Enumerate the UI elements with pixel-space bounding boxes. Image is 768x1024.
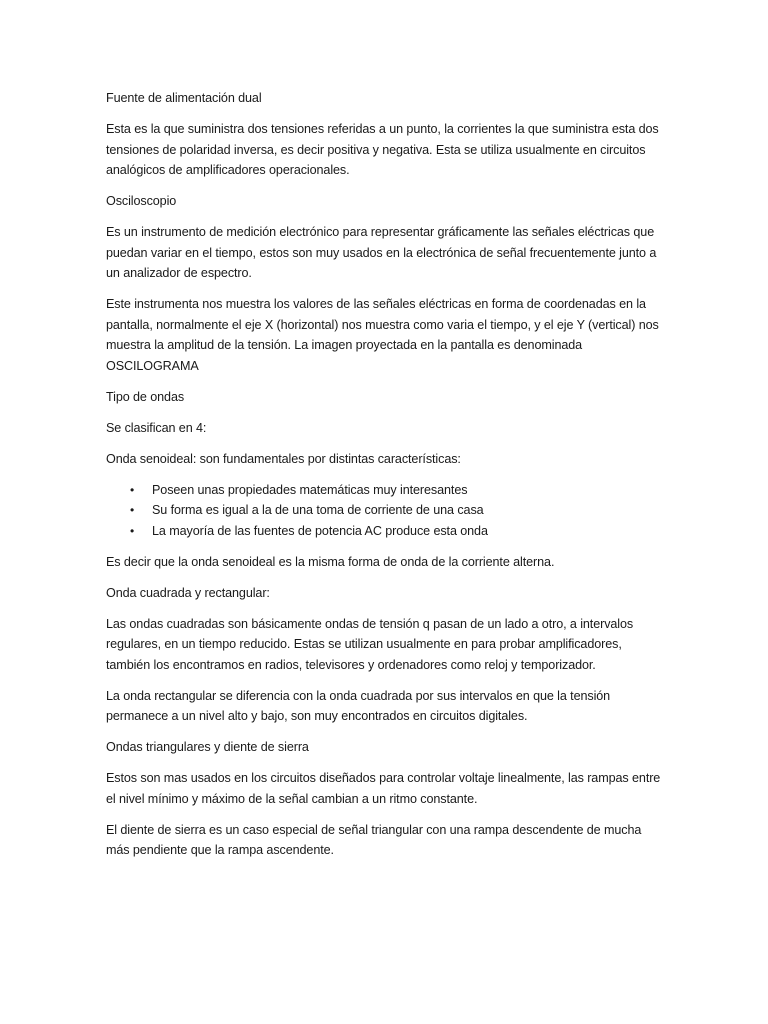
paragraph-triangulares-1: Estos son mas usados en los circuitos diseñados para controlar voltaje linealmente, las rampas entre el nivel mínimo y máximo de la señal cambian a un ritmo constante. (106, 771, 661, 806)
bullet-icon: • (130, 523, 135, 538)
list-item (106, 521, 666, 542)
paragraph-osciloscopio-2: Este instrumenta nos muestra los valores de las señales eléctricas en forma de coordenadas en la pantalla, normalmente el eje X (horizontal) nos muestra como varia el tiempo, y el eje Y (vertical) nos muestra la amplitud de la tensión. La imagen proyectada en la pantalla es denominada OSCILOGRAMA (106, 297, 659, 373)
paragraph-triangulares-2: El diente de sierra es un caso especial de señal triangular con una rampa descendente de mucha más pendiente que la rampa ascendente. (106, 822, 642, 857)
paragraph-clasifican: Se clasifican en 4: (106, 420, 207, 435)
list-item (106, 500, 666, 521)
section-title-triangulares: Ondas triangulares y diente de sierra (106, 740, 309, 754)
bullet-list-senoideal (106, 480, 666, 542)
bullet-icon: • (130, 482, 135, 497)
paragraph-senoideal-conclusion: Es decir que la onda senoideal es la misma forma de onda de la corriente alterna. (106, 554, 555, 569)
document-page (106, 88, 666, 871)
bullet-icon: • (130, 503, 135, 517)
list-item-text: Poseen unas propiedades matemáticas muy interesantes (152, 482, 468, 497)
paragraph-cuadrada-1: Las ondas cuadradas son básicamente ondas de tensión q pasan de un lado a otro, a intervalos regulares, en un tiempo reducido. Estas se utilizan usualmente en para probar amplificadores, también los encontramos en radios, televisores y ordenadores como reloj y temporizador. (106, 616, 634, 672)
section-title-osciloscopio: Osciloscopio (106, 194, 177, 208)
paragraph-fuente: Esta es la que suministra dos tensiones referidas a un punto, la corrientes la que suministra esta dos tensiones de polaridad inversa, es decir positiva y negativa. Esta se utiliza usualmente en circuitos analógicos de amplificadores operacionales. (106, 122, 659, 177)
list-item (106, 480, 666, 501)
list-item-text: La mayoría de las fuentes de potencia AC produce esta onda (152, 523, 488, 538)
list-item-text: Su forma es igual a la de una toma de corriente de una casa (152, 503, 484, 517)
paragraph-osciloscopio-1: Es un instrumento de medición electrónico para representar gráficamente las señales eléctricas que puedan variar en el tiempo, estos son muy usados en la electrónica de señal frecuentemente junto a un analizador de espectro. (106, 225, 657, 280)
section-title-tipo-de-ondas: Tipo de ondas (106, 389, 185, 404)
section-title-cuadrada: Onda cuadrada y rectangular: (106, 585, 270, 600)
paragraph-cuadrada-2: La onda rectangular se diferencia con la onda cuadrada por sus intervalos en que la tensión permanece a un nivel alto y bajo, son muy encontrados en circuitos digitales. (106, 688, 611, 723)
section-title-fuente: Fuente de alimentación dual (106, 91, 262, 105)
paragraph-senoideal-intro: Onda senoideal: son fundamentales por distintas características: (106, 451, 461, 466)
